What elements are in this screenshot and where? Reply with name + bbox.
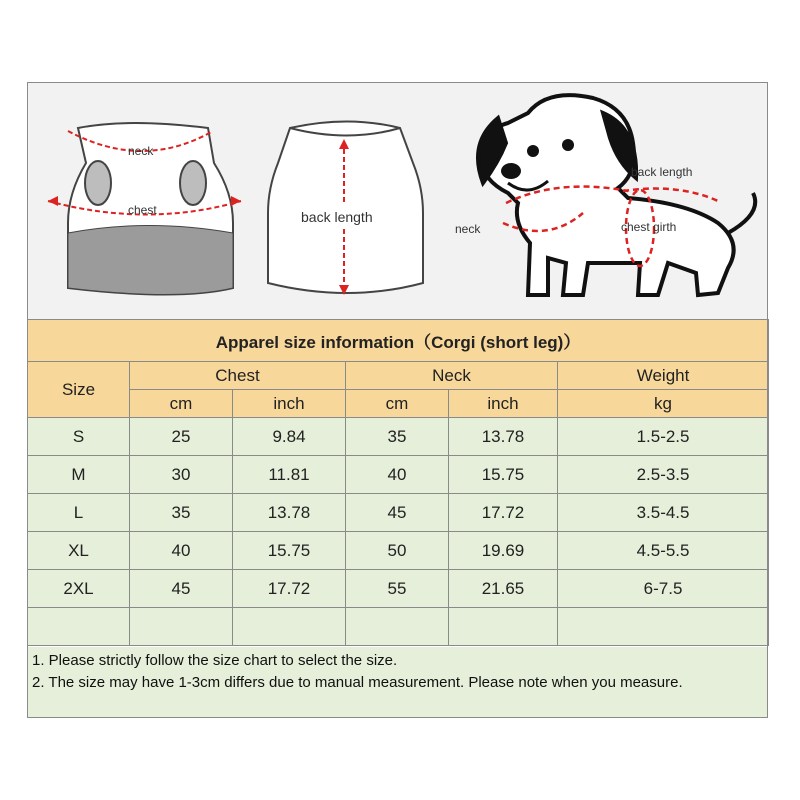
neck-cm-header: cm <box>346 390 449 418</box>
weight-cell: 1.5-2.5 <box>558 418 769 456</box>
weight-cell: 3.5-4.5 <box>558 494 769 532</box>
size-cell: M <box>28 456 130 494</box>
size-cell: XL <box>28 532 130 570</box>
chest-inch-cell: 15.75 <box>233 532 346 570</box>
neck-inch-cell: 15.75 <box>449 456 558 494</box>
weight-cell: 6-7.5 <box>558 570 769 608</box>
size-cell: 2XL <box>28 570 130 608</box>
outer-frame <box>27 82 768 718</box>
weight-cell: 2.5-3.5 <box>558 456 769 494</box>
neck-header: Neck <box>346 362 558 390</box>
chest-inch-cell: 13.78 <box>233 494 346 532</box>
chest-cm-cell: 40 <box>130 532 233 570</box>
weight-cell: 4.5-5.5 <box>558 532 769 570</box>
dog-neck-label: neck <box>455 222 481 236</box>
neck-cm-cell: 45 <box>346 494 449 532</box>
chest-header: Chest <box>130 362 346 390</box>
neck-inch-cell: 13.78 <box>449 418 558 456</box>
neck-inch-cell: 21.65 <box>449 570 558 608</box>
vest-chest-label: chest <box>128 203 157 217</box>
neck-cm-cell: 55 <box>346 570 449 608</box>
size-cell: L <box>28 494 130 532</box>
vest-back-length-label: back length <box>301 209 373 225</box>
neck-inch-cell: 19.69 <box>449 532 558 570</box>
note-line: 2. The size may have 1-3cm differs due to manual measurement. Please note when you measure. <box>32 674 683 691</box>
size-cell: S <box>28 418 130 456</box>
dog-chest-girth-label: chest girth <box>621 220 677 234</box>
weight-kg-header: kg <box>558 390 769 418</box>
chest-cm-header: cm <box>130 390 233 418</box>
chest-inch-cell: 9.84 <box>233 418 346 456</box>
chest-cm-cell: 30 <box>130 456 233 494</box>
chest-cm-cell: 25 <box>130 418 233 456</box>
chest-cm-cell: 35 <box>130 494 233 532</box>
neck-inch-header: inch <box>449 390 558 418</box>
chest-cm-cell: 45 <box>130 570 233 608</box>
vest-neck-label: neck <box>128 144 154 158</box>
table-title: Apparel size information（Corgi (short leg)） <box>28 320 769 362</box>
size-header: Size <box>28 362 130 418</box>
chest-inch-cell: 17.72 <box>233 570 346 608</box>
chest-inch-header: inch <box>233 390 346 418</box>
weight-header: Weight <box>558 362 769 390</box>
neck-inch-cell: 17.72 <box>449 494 558 532</box>
dog-back-length-label: back length <box>631 165 693 179</box>
neck-cm-cell: 40 <box>346 456 449 494</box>
chest-inch-cell: 11.81 <box>233 456 346 494</box>
neck-cm-cell: 50 <box>346 532 449 570</box>
neck-cm-cell: 35 <box>346 418 449 456</box>
note-line: 1. Please strictly follow the size chart to select the size. <box>32 652 398 669</box>
